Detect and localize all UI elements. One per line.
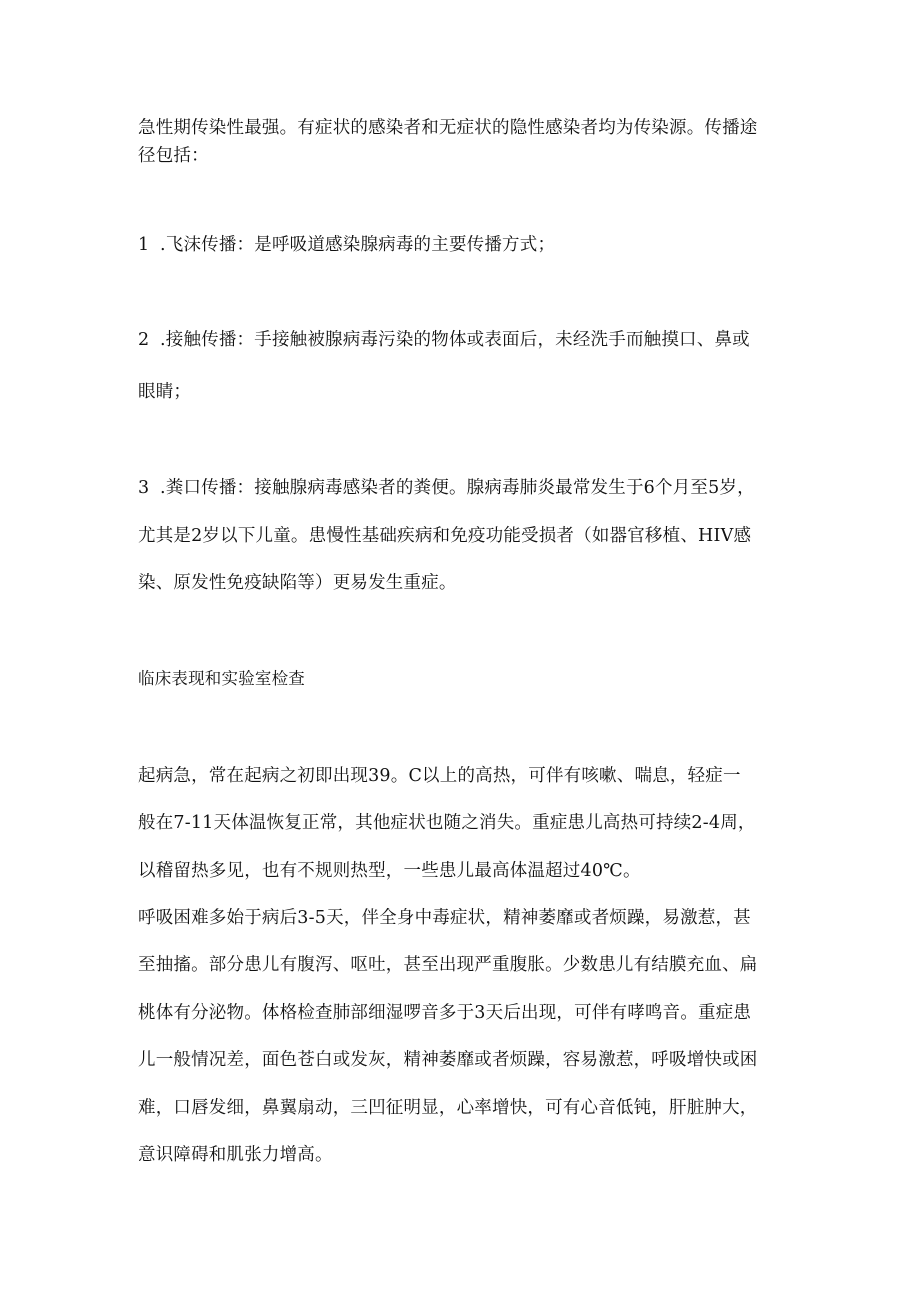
para-2-line-6: 意识障碍和肌张力增高。	[138, 1145, 333, 1165]
route-3-line-3: 染、原发性免疫缺陷等）更易发生重症。	[138, 573, 457, 593]
route-2-line-1	[138, 328, 750, 352]
para-1-line-2: 般在7-11天体温恢复正常，其他症状也随之消失。重症患儿高热可持续2-4周，	[138, 813, 756, 833]
intro-line-2: 径包括：	[138, 146, 209, 166]
route-2-number: 2	[138, 330, 150, 350]
route-2-text: .接触传播：手接触被腺病毒污染的物体或表面后，未经洗手而触摸口、鼻或	[160, 330, 750, 350]
para-2-line-4: 儿一般情况差，面色苍白或发灰，精神萎靡或者烦躁，容易激惹，呼吸增快或困	[138, 1050, 758, 1070]
intro-line-1: 急性期传染性最强。有症状的感染者和无症状的隐性感染者均为传染源。传播途	[138, 118, 758, 138]
route-2-line-2: 眼睛；	[138, 382, 192, 402]
para-2-line-1: 呼吸困难多始于病后3-5天，伴全身中毒症状，精神萎靡或者烦躁，易激惹，甚	[138, 908, 751, 928]
para-2-line-5: 难，口唇发细，鼻翼扇动，三凹征明显，心率增快，可有心音低钝，肝脏肿大，	[138, 1098, 758, 1118]
route-1-text: .飞沫传播：是呼吸道感染腺病毒的主要传播方式；	[160, 235, 556, 255]
para-1-line-3: 以稽留热多见，也有不规则热型，一些患儿最高体温超过40℃。	[138, 861, 641, 881]
para-2-line-2: 至抽搐。部分患儿有腹泻、呕吐，甚至出现严重腹胀。少数患儿有结膜充血、扁	[138, 955, 758, 975]
route-3-text: .粪口传播：接触腺病毒感染者的粪便。腺病毒肺炎最常发生于6个月至5岁，	[160, 478, 755, 498]
para-2-line-3: 桃体有分泌物。体格检查肺部细湿啰音多于3天后出现，可伴有哮鸣音。重症患	[138, 1003, 752, 1023]
route-3-number: 3	[138, 478, 150, 498]
section-heading: 临床表现和实验室检查	[138, 669, 305, 688]
route-3-line-2: 尤其是2岁以下儿童。患慢性基础疾病和免疫功能受损者（如器官移植、HIV感	[138, 526, 752, 546]
route-3-line-1	[138, 476, 755, 500]
route-1-number: 1	[138, 235, 150, 255]
route-1	[138, 233, 555, 257]
para-1-line-1: 起病急，常在起病之初即出现39。C以上的高热，可伴有咳嗽、喘息，轻症一	[138, 766, 741, 786]
